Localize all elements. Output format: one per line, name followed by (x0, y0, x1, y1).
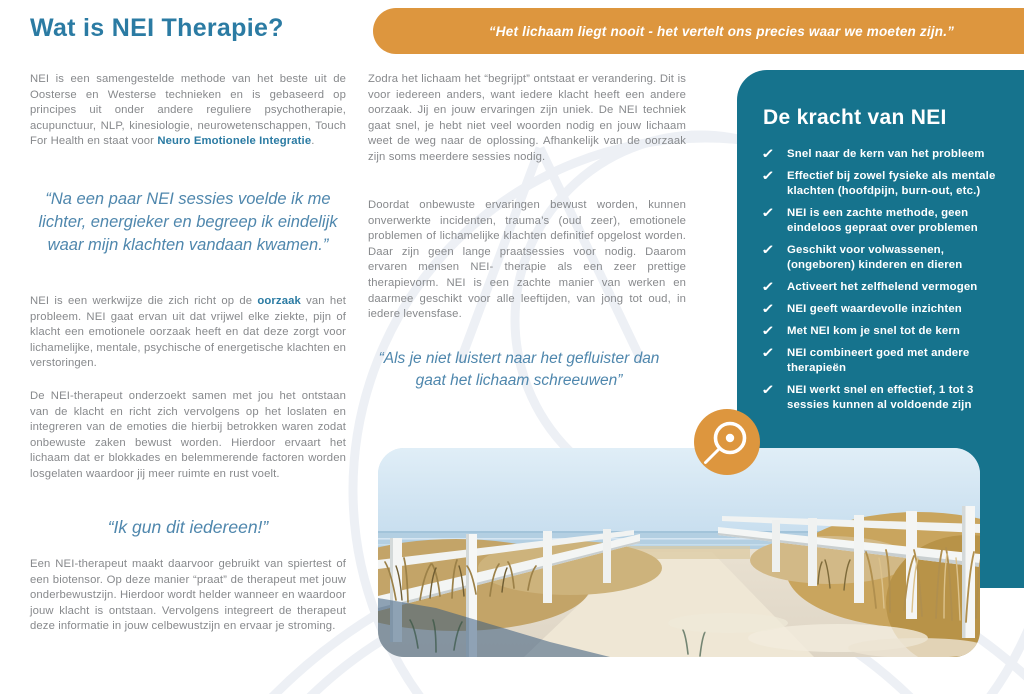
list-item (763, 147, 1008, 162)
list-item-text: Effectief bij zowel fysieke als mentale klachten (hoofdpijn, burn-out, etc.) (787, 170, 996, 197)
check-icon: ✓ (761, 168, 776, 183)
banner-quote-text: “Het lichaam liegt nooit - het vertelt ons precies waar we moeten zijn.” (488, 23, 955, 39)
change-paragraph: Zodra het lichaam het “begrijpt” ontstaat er verandering. Dit is voor iedereen anders, want iedere klacht heeft een andere oorzaak. Jij en jouw ervaringen zijn uniek. De NEI techniek gaat snel, je hebt niet veel woorden nodig en jouw lichaam weet de weg naar de oplossing. Afhankelijk van de oorzaak zijn soms meerdere sessies nodig. (368, 73, 686, 163)
list-item (763, 302, 1008, 317)
check-icon: ✓ (761, 345, 776, 360)
check-icon: ✓ (761, 146, 776, 161)
check-icon: ✓ (761, 382, 776, 397)
list-item-text: Geschikt voor volwassenen, (ongeboren) kinderen en dieren (787, 244, 963, 271)
list-item (763, 346, 1008, 376)
short-quote: “Ik gun dit iedereen!” (107, 517, 269, 537)
magnifier-badge (694, 409, 760, 475)
intro-text: NEI is een samengestelde methode van het beste uit de Oosterse en Westerse technieken en is gebaseerd op principes uit onder andere reguliere psychotherapie, acupunctuur, NLP, kinesiologie, neurowetenschappen, Touch For Health en staat voor (30, 73, 346, 148)
testimonial-quote: “Na een paar NEI sessies voelde ik me lichter, energieker en begreep ik eindelijk waar mijn klachten vandaan kwamen.” (38, 190, 338, 254)
list-item (763, 383, 1008, 413)
list-item-text: NEI is een zachte methode, geen eindeloos gepraat over problemen (787, 207, 978, 234)
therapist-paragraph: De NEI-therapeut onderzoekt samen met jou het ontstaan van de klacht en richt zich vervolgens op het loslaten en integreren van de emoties die hierbij betrokken waren zodat onbewuste zaken bewust worden. Hierdoor ervaart het lichaam dat er blokkades en belemmerende factoren worden losgelaten waardoor jij meer ruimte en rust voelt. (30, 390, 346, 480)
check-icon: ✓ (761, 301, 776, 316)
list-item (763, 243, 1008, 273)
nei-term-bold: Neuro Emotionele Integratie (157, 135, 312, 148)
list-item (763, 324, 1008, 339)
list-item-text: Activeert het zelfhelend vermogen (787, 281, 978, 293)
page-title: Wat is NEI Therapie? (30, 14, 284, 42)
whisper-quote: “Als je niet luistert naar het gefluister dan gaat het lichaam schreeuwen” (378, 350, 660, 389)
list-item-text: NEI combineert goed met andere therapieën (787, 347, 970, 374)
check-icon: ✓ (761, 205, 776, 220)
method-text-end: van het probleem. NEI gaat ervan uit dat vrijwel elke ziekte, pijn of klacht een emotionele oorzaak heeft en dat deze zorgt voor lichamelijke, mentale, psychische of energetische klachten en verstoringen. (30, 295, 346, 370)
method-text: NEI is een werkwijze die zich richt op de (30, 295, 258, 307)
panel-title: De kracht van NEI (763, 106, 947, 129)
list-item (763, 280, 1008, 295)
list-item-text: Met NEI kom je snel tot de kern (787, 325, 961, 337)
magnifier-icon (694, 409, 760, 475)
check-icon: ✓ (761, 242, 776, 257)
oorzaak-bold: oorzaak (257, 295, 301, 307)
list-item (763, 169, 1008, 199)
list-item (763, 206, 1008, 236)
biotensor-paragraph: Een NEI-therapeut maakt daarvoor gebruikt van spiertest of een biotensor. Op deze manier “praat” de therapeut met jouw onderbewustzijn. Hierdoor wordt helder wanneer en waardoor jouw klacht is ontstaan. Vervolgens integreert de therapeut deze informatie in jouw celbewustzijn en ervaar je stroming. (30, 558, 346, 633)
list-item-text: NEI geeft waardevolle inzichten (787, 303, 962, 315)
intro-paragraph (30, 72, 346, 150)
method-paragraph (30, 294, 346, 372)
check-icon: ✓ (761, 323, 776, 338)
quote-banner (373, 8, 1024, 54)
experiences-paragraph: Doordat onbewuste ervaringen bewust worden, kunnen onverwerkte incidenten, trauma’s (oud zeer), emotionele problemen of lichamelijke klachten definitief opgelost worden. Daar zijn geen lange praatsessies voor nodig. Daarom ervaren mensen NEI- therapie als een zeer prettige therapievorm. NEI is een zachte manier van werken en daarmee geschikt voor alle leeftijden, van jong tot oud, in iedere levensfase. (368, 199, 686, 321)
beach-photo (378, 448, 980, 657)
list-item-text: Snel naar de kern van het probleem (787, 148, 985, 160)
list-item-text: NEI werkt snel en effectief, 1 tot 3 sessies kunnen al voldoende zijn (787, 384, 974, 411)
intro-text-end: . (311, 135, 315, 148)
strengths-list (763, 147, 1008, 413)
beach-photo-illustration (378, 448, 980, 657)
check-icon: ✓ (761, 279, 776, 294)
